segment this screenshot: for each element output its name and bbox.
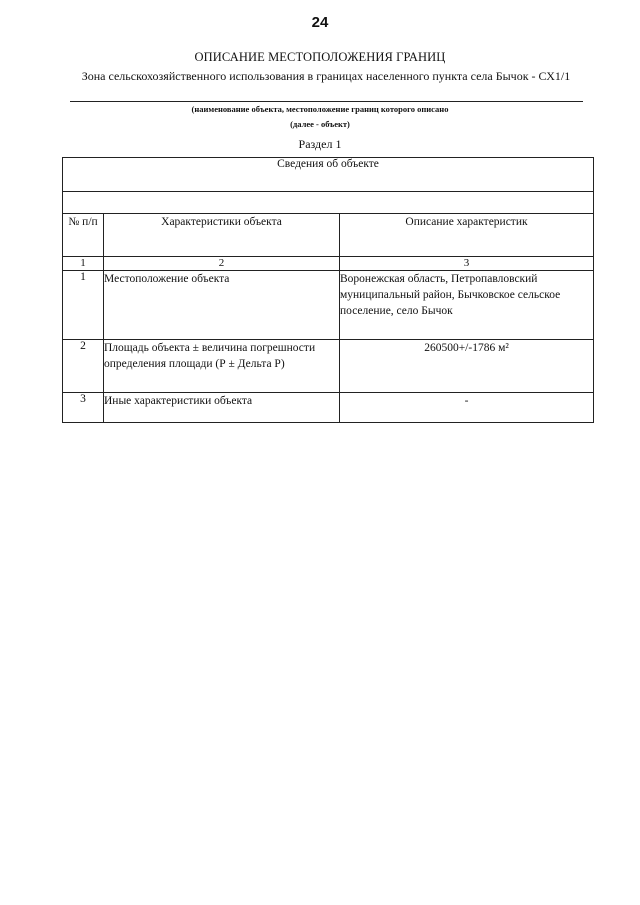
caption-line-1: (наименование объекта, местоположение границ которого описано xyxy=(191,104,449,114)
caption-line-2: (далее - объект) xyxy=(290,119,350,129)
row-description: 260500+/-1786 м² xyxy=(340,340,594,393)
row-description: - xyxy=(340,393,594,423)
table-spacer-row xyxy=(63,192,594,214)
row-description: Воронежская область, Петропавловский муниципальный район, Бычковское сельское поселение, село Бычок xyxy=(340,271,594,340)
underline-rule xyxy=(70,101,583,102)
table-title-row xyxy=(63,158,594,192)
column-number-2: 2 xyxy=(104,257,340,271)
zone-name: Зона сельскохозяйственного использования в границах населенного пункта села Бычок - СХ1/1 xyxy=(81,69,571,83)
row-characteristic: Площадь объекта ± величина погрешности определения площади (Р ± Дельта Р) xyxy=(104,340,340,393)
table-spacer-cell xyxy=(63,192,594,214)
document-title: ОПИСАНИЕ МЕСТОПОЛОЖЕНИЯ ГРАНИЦ xyxy=(194,50,446,64)
table-header-row xyxy=(63,214,594,257)
row-number: 1 xyxy=(63,271,104,340)
row-characteristic: Иные характеристики объекта xyxy=(104,393,340,423)
table-row xyxy=(63,271,594,340)
row-number: 3 xyxy=(63,393,104,423)
section-title: Раздел 1 xyxy=(298,137,342,151)
object-info-table xyxy=(62,157,594,423)
row-characteristic: Местоположение объекта xyxy=(104,271,340,340)
header-description: Описание характеристик xyxy=(340,214,594,257)
header-number: № п/п xyxy=(63,214,104,257)
page-number: 24 xyxy=(311,14,329,31)
column-number-1: 1 xyxy=(63,257,104,271)
column-number-3: 3 xyxy=(340,257,594,271)
table-row xyxy=(63,340,594,393)
header-characteristic: Характеристики объекта xyxy=(104,214,340,257)
table-row xyxy=(63,393,594,423)
table-title: Сведения об объекте xyxy=(63,158,594,192)
row-number: 2 xyxy=(63,340,104,393)
table-column-numbers-row xyxy=(63,257,594,271)
